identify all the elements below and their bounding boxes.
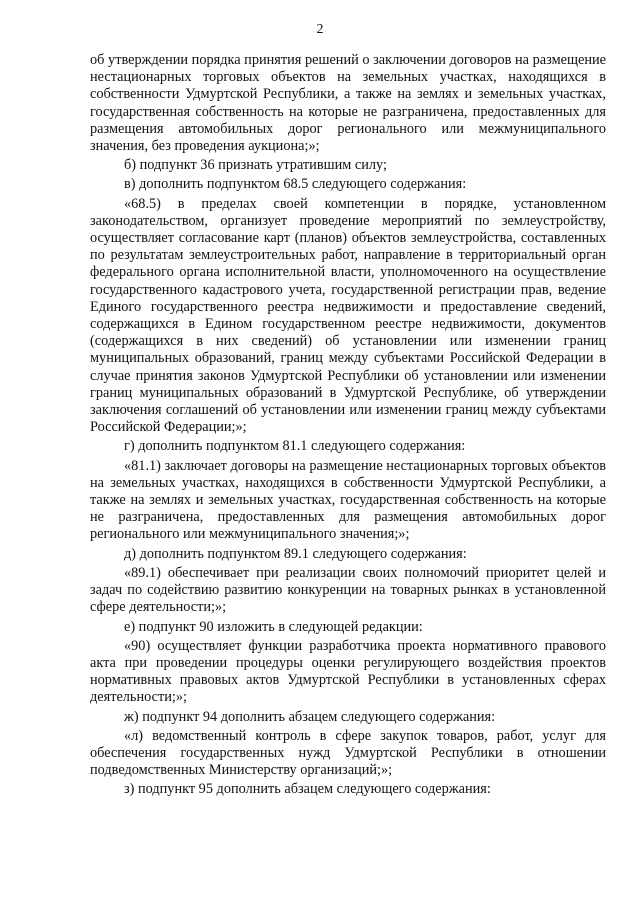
paragraph-quote-68-5: «68.5) в пределах своей компетенции в порядке, установленном законодательством, организует проведение мероприятий по землеустройству, осуществляет согласование карт (планов) объектов землеустройства, составленных по результатам землеустроительных работ, направление в территориальный орган федерального органа исполнительной власти, уполномоченного на осуществление государственного кадастрового учета, государственной регистрации прав, ведение Единого государственного реестра недвижимости и предоставление сведений, содержащихся в Едином государственном реестре недвижимости, документов (содержащихся в них сведений) об установлении или изменении границ муниципальных образований, границ между субъектами Российской Федерации в случае принятия законов Удмуртской Республики об установлении или изменении границ муниципальных образований в Удмуртской Республике, об утверждении заключения соглашений об установлении или изменении границ между субъектами Российской Федерации;»;: [90, 195, 606, 436]
paragraph-quote-89-1: «89.1) обеспечивает при реализации своих полномочий приоритет целей и задач по содействию развитию конкуренции на товарных рынках в установленной сфере деятельности;»;: [90, 564, 606, 616]
paragraph-item-e: е) подпункт 90 изложить в следующей редакции:: [124, 618, 423, 635]
paragraph-quote-l: «л) ведомственный контроль в сфере закупок товаров, работ, услуг для обеспечения государственных нужд Удмуртской Республики в отношении подведомственных Министерству организаций;»;: [90, 727, 606, 779]
paragraph-quote-81-1: «81.1) заключает договоры на размещение нестационарных торговых объектов на земельных участках, находящихся в собственности Удмуртской Республики, а также на землях и земельных участках, государственная собственность на которые не разграничена, предоставленных для размещения автомобильных дорог регионального или межмуниципального значения;»;: [90, 457, 606, 543]
page-number: 2: [316, 22, 324, 37]
paragraph-item-d: д) дополнить подпунктом 89.1 следующего содержания:: [124, 545, 467, 562]
paragraph-item-z: з) подпункт 95 дополнить абзацем следующего содержания:: [124, 781, 491, 798]
paragraph-item-g: г) дополнить подпунктом 81.1 следующего содержания:: [124, 438, 466, 455]
document-body: [90, 52, 606, 801]
paragraph-item-v: в) дополнить подпунктом 68.5 следующего содержания:: [124, 176, 467, 193]
paragraph-item-zh: ж) подпункт 94 дополнить абзацем следующего содержания:: [124, 708, 496, 725]
paragraph-continuation: об утверждении порядка принятия решений о заключении договоров на размещение нестационарных торговых объектов на земельных участках, находящихся в собственности Удмуртской Республики, а также на землях и земельных участках, государственная собственность на которые не разграничена, предоставленных для размещения автомобильных дорог регионального или межмуниципального значения, без проведения аукциона;»;: [90, 52, 606, 155]
paragraph-quote-90: «90) осуществляет функции разработчика проекта нормативного правового акта при проведении процедуры оценки регулирующего воздействия проектов нормативных правовых актов Удмуртской Республики в установленных сферах деятельности;»;: [90, 637, 606, 706]
paragraph-item-b: б) подпункт 36 признать утратившим силу;: [124, 157, 387, 174]
